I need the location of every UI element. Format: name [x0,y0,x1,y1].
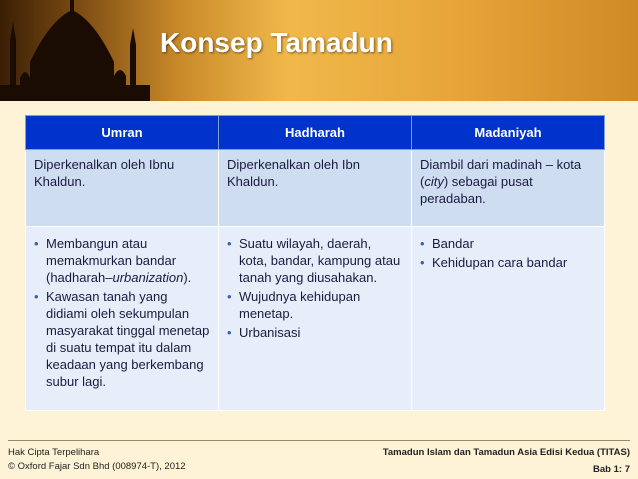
bullet-list [227,235,403,341]
text-part: ). [183,270,192,285]
cell-madaniyah-meaning [412,227,605,411]
list-item: • Suatu wilayah, daerah, kota, bandar, kampung atau tanah yang diusahakan. [227,235,403,286]
cell-umran-meaning [26,227,219,411]
concept-table [25,115,605,411]
cell-hadharah-origin: Diperkenalkan oleh Ibn Khaldun. [219,150,412,227]
cell-hadharah-meaning [219,227,412,411]
table-row [26,150,605,227]
list-item: • Kawasan tanah yang didiami oleh sekumpulan masyarakat tinggal menetap di suatu tempat itu dalam keadaan yang berkembang subur lagi. [34,288,210,390]
cell-umran-origin: Diperkenalkan oleh Ibnu Khaldun. [26,150,219,227]
list-item: • Wujudnya kehidupan menetap. [227,288,403,322]
footer-copyright [8,446,186,474]
footer-divider [8,440,630,441]
header-hadharah: Hadharah [219,116,412,150]
footer-copyright-line1: Hak Cipta Terpelihara [8,447,100,458]
slide-title: Konsep Tamadun [160,27,393,58]
bullet-list [420,235,596,271]
text-part: Diambil dari madinah – kota ( [420,157,582,189]
list-item: • Urbanisasi [227,324,403,341]
text-italic: city [424,174,444,189]
header-umran: Umran [26,116,219,150]
text-part: Membangun atau memakmurkan bandar (hadharah– [46,236,177,285]
text-italic: urbanization [112,270,184,285]
cell-madaniyah-origin [412,150,605,227]
bullet-list [34,235,210,390]
footer-book-info [383,446,630,477]
table-row [26,227,605,411]
table-header-row [26,116,605,150]
list-item: • Kehidupan cara bandar [420,254,596,271]
title-banner [0,0,638,101]
footer-copyright-line2: © Oxford Fajar Sdn Bhd (008974-T), 2012 [8,461,186,472]
footer-page-number: Bab 1: 7 [593,464,630,475]
list-item [34,235,210,286]
text-part: ) sebagai pusat peradaban. [420,174,533,206]
footer-book-title: Tamadun Islam dan Tamadun Asia Edisi Kedua (TITAS) [382,447,630,458]
header-madaniyah: Madaniyah [412,116,605,150]
list-item: • Bandar [420,235,596,252]
